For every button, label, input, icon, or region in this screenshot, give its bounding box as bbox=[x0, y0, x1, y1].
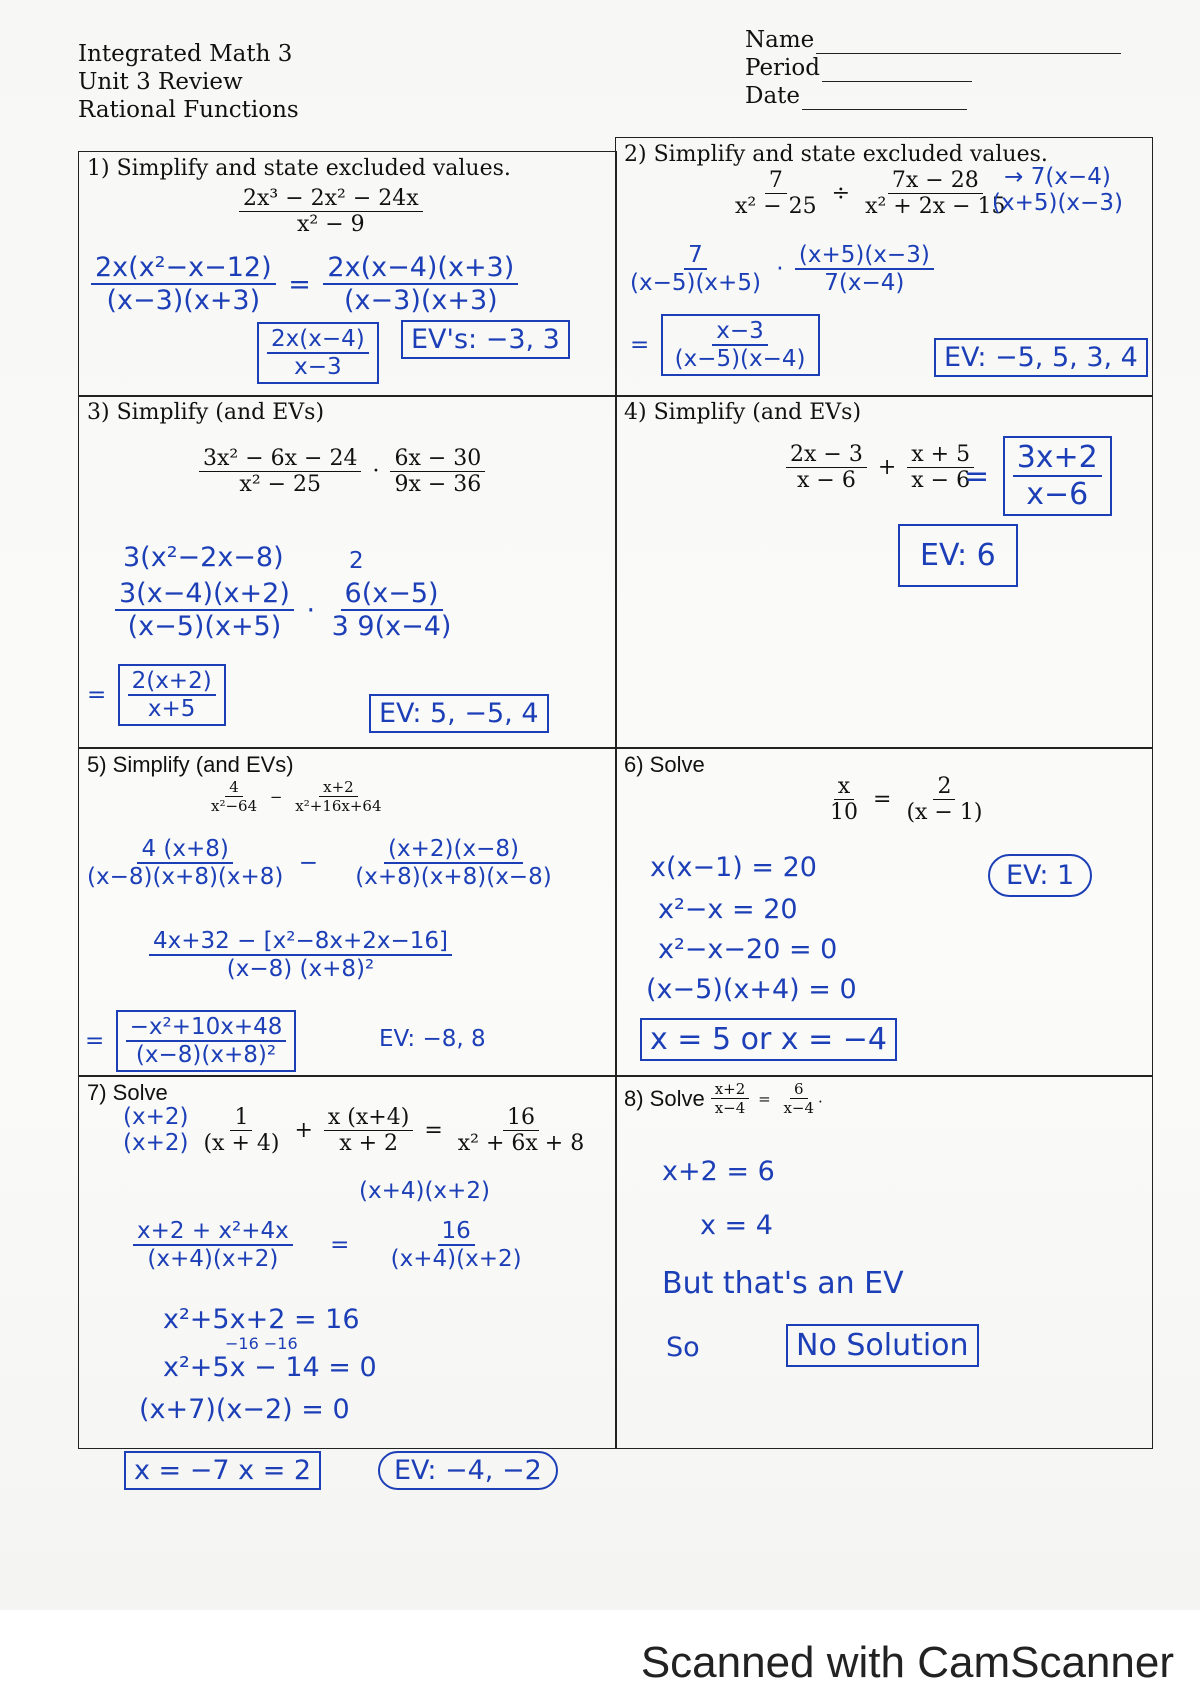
p5-ans-den: (x−8)(x+8)² bbox=[135, 1042, 277, 1068]
problem-7-work-1 bbox=[133, 1218, 526, 1272]
problem-8-title: 8) Solve bbox=[624, 1085, 705, 1111]
p2-wa-den: (x−5)(x+5) bbox=[630, 270, 761, 296]
p7-w1r-den: (x+4)(x+2) bbox=[390, 1246, 522, 1272]
problem-1-title: 1) Simplify and state excluded values. bbox=[87, 156, 511, 181]
p4-b-num: x + 5 bbox=[907, 442, 974, 468]
problem-3-expression bbox=[199, 446, 485, 497]
p3-w-dot: · bbox=[306, 594, 316, 626]
p7-eq: = bbox=[424, 1117, 443, 1143]
p6-a-den: 10 bbox=[830, 800, 858, 825]
p1-w1-num: 2x(x²−x−12) bbox=[91, 252, 276, 285]
p8-line-4: So bbox=[666, 1332, 700, 1363]
name-row bbox=[745, 26, 1121, 54]
p2-div: ÷ bbox=[831, 181, 851, 206]
problem-6 bbox=[615, 747, 1153, 1077]
p6-line-1: x(x−1) = 20 bbox=[650, 852, 817, 883]
p4-ans-num: 3x+2 bbox=[1013, 440, 1102, 477]
p2-dot: · bbox=[776, 256, 784, 282]
problem-3-ev bbox=[369, 698, 549, 729]
p3-b-num: 6x − 30 bbox=[390, 446, 485, 472]
p7-a-num: 1 bbox=[230, 1105, 252, 1131]
p5-a-den: x²−64 bbox=[211, 797, 258, 815]
p3-w-num: 3(x−4)(x+2) bbox=[115, 578, 294, 611]
problem-4-answer bbox=[960, 436, 1112, 516]
problem-2-title: 2) Simplify and state excluded values. bbox=[624, 142, 1048, 167]
p2-ans-den: (x−5)(x−4) bbox=[674, 346, 806, 372]
p8-b-den: x−4 bbox=[783, 1099, 815, 1117]
problem-5-work-2 bbox=[149, 928, 452, 982]
header-right bbox=[745, 26, 1121, 110]
p2-wb-num: (x+5)(x−3) bbox=[795, 242, 934, 270]
p6-a-num: x bbox=[834, 774, 854, 800]
p5-w2-den: (x+8)(x+8)(x−8) bbox=[355, 864, 552, 890]
p1-w2-den: (x−3)(x+3) bbox=[344, 285, 498, 316]
period-row bbox=[745, 54, 1121, 82]
p4-ev: EV: 6 bbox=[898, 524, 1018, 587]
p3-a-num: 3x² − 6x − 24 bbox=[199, 446, 361, 472]
problem-8-header bbox=[624, 1080, 823, 1117]
p3-wb-den: 3 9(x−4) bbox=[331, 611, 452, 642]
problem-2-answer bbox=[626, 314, 820, 376]
problem-7-factor: (x+4)(x+2) bbox=[359, 1178, 490, 1204]
p4-ans-den: x−6 bbox=[1026, 477, 1089, 512]
problem-5-ev: EV: −8, 8 bbox=[379, 1026, 486, 1052]
p7-w1r-num: 16 bbox=[438, 1218, 475, 1246]
name-label: Name bbox=[745, 27, 815, 53]
problem-3-work bbox=[115, 578, 455, 642]
p6-ev: EV: 1 bbox=[988, 854, 1092, 897]
problem-7 bbox=[78, 1075, 617, 1449]
problem-7-expression bbox=[119, 1104, 588, 1156]
p7-w1-den: (x+4)(x+2) bbox=[147, 1246, 279, 1272]
p5-w1-num: 4 (x+8) bbox=[137, 836, 232, 864]
scan-footer bbox=[0, 1610, 1200, 1698]
p2-wa-num: 7 bbox=[684, 242, 707, 270]
problem-2-note bbox=[988, 164, 1127, 216]
p4-plus: + bbox=[877, 455, 897, 480]
unit-title: Unit 3 Review bbox=[78, 69, 243, 95]
p1-den: x² − 9 bbox=[297, 212, 365, 237]
problem-5-answer bbox=[81, 1010, 296, 1072]
p6-answer: x = 5 or x = −4 bbox=[640, 1018, 897, 1061]
p5-minus: − bbox=[269, 787, 283, 806]
p3-wb-num: 6(x−5) bbox=[341, 578, 443, 611]
p7-answer: x = −7 x = 2 bbox=[124, 1451, 321, 1490]
p2-b-den: x² + 2x − 15 bbox=[865, 194, 1006, 219]
p4-a-den: x − 6 bbox=[797, 468, 856, 493]
p7-pre-num: (x+2) bbox=[123, 1104, 189, 1130]
p5-b-num: x+2 bbox=[319, 778, 358, 797]
problem-5-work-1 bbox=[83, 836, 556, 890]
date-label: Date bbox=[745, 83, 801, 109]
p8-a-den: x−4 bbox=[714, 1099, 746, 1117]
problem-1-ev bbox=[401, 324, 570, 355]
p3-ev: EV: 5, −5, 4 bbox=[369, 694, 549, 733]
problem-3-answer bbox=[83, 664, 226, 726]
p4-eq: = bbox=[964, 458, 990, 494]
p8-a-num: x+2 bbox=[711, 1080, 750, 1099]
p7-c-den: x² + 6x + 8 bbox=[457, 1130, 585, 1156]
p5-w1-den: (x−8)(x+8)(x+8) bbox=[87, 864, 284, 890]
p2-a-den: x² − 25 bbox=[735, 194, 817, 219]
p3-b-den: 9x − 36 bbox=[394, 472, 482, 497]
p2-note-den: (x+5)(x−3) bbox=[992, 190, 1123, 216]
p2-b-num: 7x − 28 bbox=[888, 168, 983, 194]
p1-ans-num: 2x(x−4) bbox=[267, 326, 369, 354]
problem-1 bbox=[78, 151, 617, 397]
problem-4-ev bbox=[898, 524, 1018, 587]
problem-3 bbox=[78, 395, 617, 749]
p6-line-4: (x−5)(x+4) = 0 bbox=[646, 974, 857, 1005]
p6-b-den: (x − 1) bbox=[906, 800, 983, 825]
p6-line-3: x²−x−20 = 0 bbox=[658, 934, 838, 965]
p6-eq: = bbox=[873, 787, 892, 812]
problem-8-expression bbox=[711, 1080, 823, 1117]
p1-w1-den: (x−3)(x+3) bbox=[106, 285, 261, 316]
p8-b-num: 6 bbox=[790, 1080, 808, 1099]
p5-w1-minus: − bbox=[298, 850, 318, 876]
problem-6-answer bbox=[640, 1022, 897, 1057]
p7-c-num: 16 bbox=[503, 1105, 539, 1131]
problem-4-expression bbox=[786, 442, 974, 493]
problem-6-title: 6) Solve bbox=[624, 752, 705, 777]
header-left bbox=[78, 40, 299, 124]
p1-num: 2x³ − 2x² − 24x bbox=[239, 186, 423, 212]
period-blank bbox=[822, 63, 972, 82]
problem-4-title: 4) Simplify (and EVs) bbox=[624, 400, 862, 425]
p3-ans-den: x+5 bbox=[147, 696, 196, 722]
p3-ans-num: 2(x+2) bbox=[128, 668, 216, 696]
problem-2-ev bbox=[934, 342, 1148, 373]
problem-8 bbox=[615, 1075, 1153, 1449]
p6-b-num: 2 bbox=[933, 774, 955, 800]
problem-5 bbox=[78, 747, 617, 1077]
p8-period: . bbox=[818, 1088, 823, 1107]
p1-eq: = bbox=[288, 268, 311, 300]
p5-w3-num: 4x+32 − [x²−8x+2x−16] bbox=[149, 928, 452, 956]
p7-w1-eq: = bbox=[330, 1232, 350, 1258]
p2-note-num: → 7(x−4) bbox=[1004, 164, 1111, 190]
p2-ev: EV: −5, 5, 3, 4 bbox=[934, 338, 1148, 377]
p8-line-2: x = 4 bbox=[700, 1210, 773, 1241]
p7-plus: + bbox=[294, 1117, 313, 1143]
camscanner-label: Scanned with CamScanner bbox=[640, 1638, 1174, 1687]
problem-7-ev bbox=[378, 1455, 558, 1486]
problem-5-expression bbox=[207, 778, 386, 815]
p5-w2-num: (x+2)(x−8) bbox=[384, 836, 523, 864]
problem-6-expression bbox=[826, 774, 986, 825]
p3-dot: · bbox=[372, 459, 380, 484]
topic-title: Rational Functions bbox=[78, 97, 299, 123]
p7-line-3: x²+5x − 14 = 0 bbox=[163, 1352, 377, 1383]
p7-line-2: −16 −16 bbox=[225, 1334, 298, 1353]
p7-pre-den: (x+2) bbox=[123, 1130, 189, 1156]
problem-6-ev bbox=[988, 860, 1092, 891]
course-title: Integrated Math 3 bbox=[78, 41, 293, 67]
problem-3-work-2: 2 bbox=[349, 548, 364, 574]
p7-a-den: (x + 4) bbox=[203, 1130, 280, 1156]
p1-w2-num: 2x(x−4)(x+3) bbox=[323, 252, 518, 285]
period-label: Period bbox=[745, 55, 820, 81]
p6-line-2: x²−x = 20 bbox=[658, 894, 798, 925]
p5-ans-num: −x²+10x+48 bbox=[126, 1014, 287, 1042]
problem-1-answer bbox=[257, 322, 379, 384]
problem-grid bbox=[78, 137, 1153, 1497]
problem-3-work-line1: 3(x²−2x−8) bbox=[123, 542, 284, 573]
problem-3-title: 3) Simplify (and EVs) bbox=[87, 400, 325, 425]
problem-7-title: 7) Solve bbox=[87, 1080, 168, 1105]
p5-w3-den: (x−8) (x+8)² bbox=[226, 956, 375, 982]
p7-b-num: x (x+4) bbox=[324, 1105, 413, 1131]
p2-eq: = bbox=[630, 332, 650, 358]
p8-eq: = bbox=[758, 1089, 771, 1108]
problem-5-title: 5) Simplify (and EVs) bbox=[87, 752, 294, 777]
problem-8-answer bbox=[786, 1328, 979, 1363]
p3-w-den: (x−5)(x+5) bbox=[127, 611, 282, 642]
p7-ev: EV: −4, −2 bbox=[378, 1451, 558, 1490]
p8-answer: No Solution bbox=[786, 1324, 979, 1367]
p1-ev: EV's: −3, 3 bbox=[401, 320, 570, 359]
date-blank bbox=[802, 91, 967, 110]
problem-2 bbox=[615, 137, 1153, 397]
p7-b-den: x + 2 bbox=[339, 1130, 399, 1156]
p1-ans-den: x−3 bbox=[294, 354, 342, 380]
name-blank bbox=[816, 35, 1121, 54]
p2-a-num: 7 bbox=[765, 168, 787, 194]
problem-2-work bbox=[626, 242, 934, 296]
p7-line-1: x²+5x+2 = 16 bbox=[163, 1304, 360, 1335]
problem-2-expression bbox=[731, 168, 1010, 219]
p5-eq: = bbox=[85, 1028, 105, 1054]
p4-a-num: 2x − 3 bbox=[786, 442, 867, 468]
p7-line-4: (x+7)(x−2) = 0 bbox=[139, 1394, 350, 1425]
p5-a-num: 4 bbox=[225, 778, 243, 797]
p3-eq: = bbox=[87, 682, 107, 708]
p8-line-3: But that's an EV bbox=[662, 1266, 904, 1301]
p4-b-den: x − 6 bbox=[911, 468, 971, 493]
p5-b-den: x²+16x+64 bbox=[295, 797, 382, 815]
p8-line-1: x+2 = 6 bbox=[662, 1156, 775, 1187]
p7-w1-num: x+2 + x²+4x bbox=[133, 1218, 293, 1246]
p2-ans-num: x−3 bbox=[712, 318, 768, 346]
problem-1-expression bbox=[239, 186, 423, 237]
date-row bbox=[745, 82, 1121, 110]
p2-wb-den: 7(x−4) bbox=[824, 270, 905, 296]
problem-1-work bbox=[91, 252, 518, 316]
p3-a-den: x² − 25 bbox=[239, 472, 322, 497]
problem-4 bbox=[615, 395, 1153, 749]
problem-7-answer bbox=[124, 1455, 321, 1486]
